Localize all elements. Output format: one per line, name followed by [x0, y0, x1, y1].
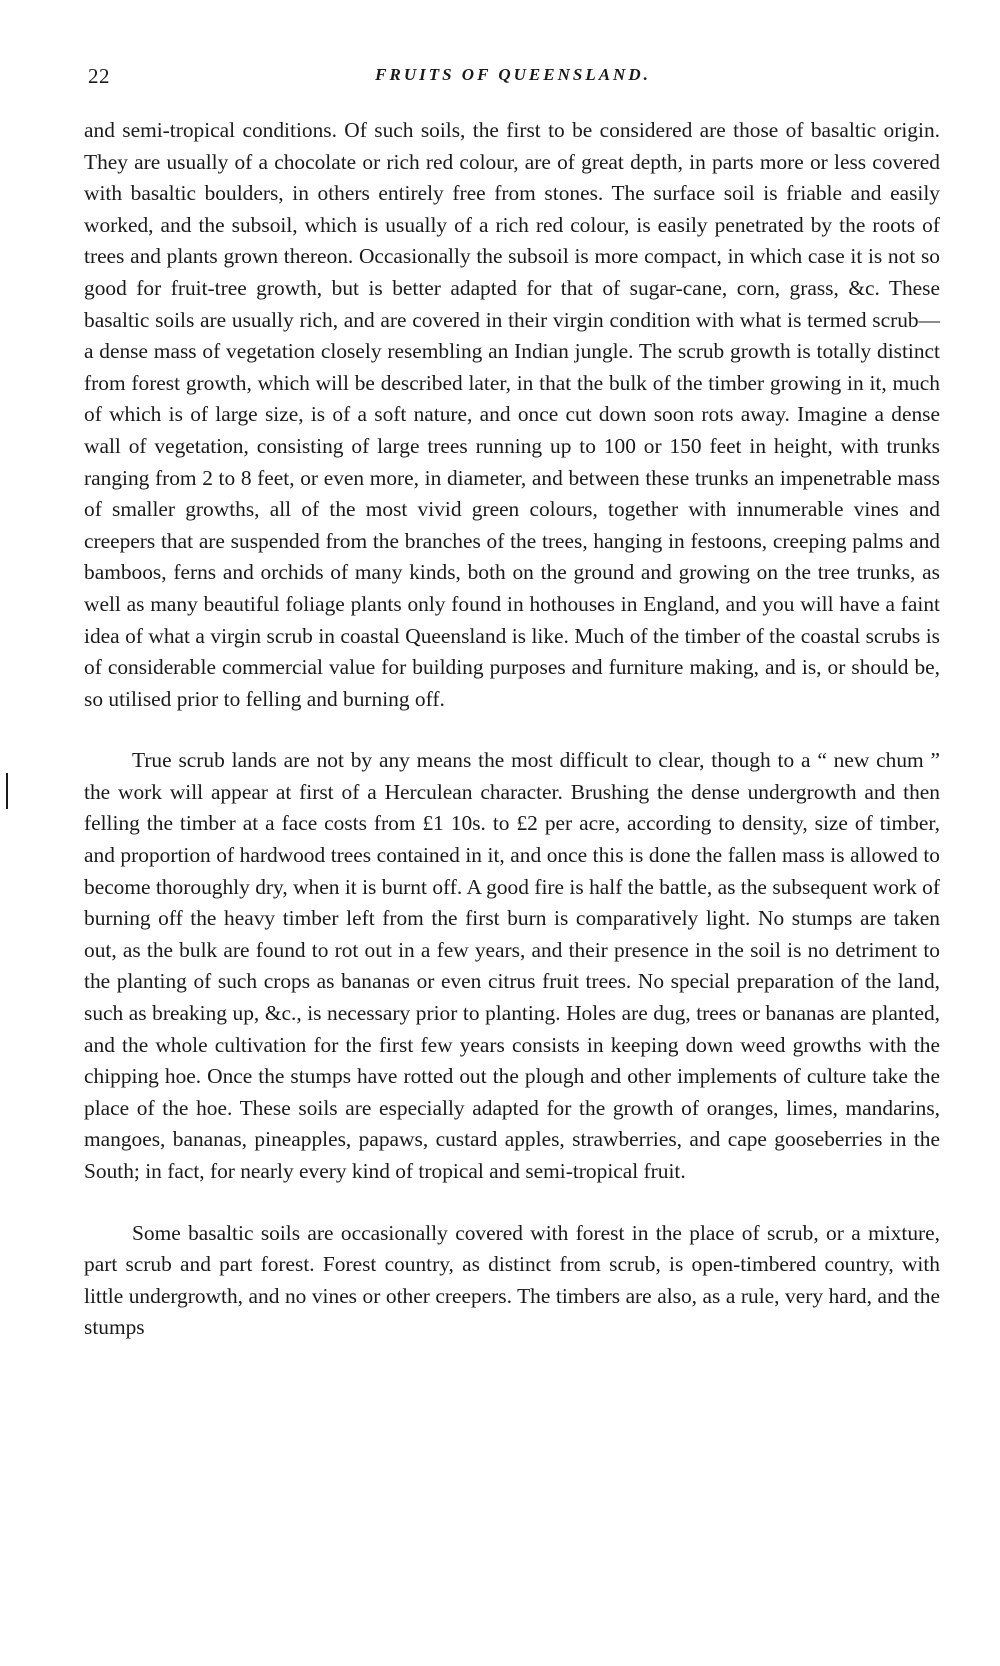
page-header: [84, 64, 942, 94]
paragraph-forest-country: Some basaltic soils are occasionally covered with forest in the place of scrub, or a mixture, part scrub and part forest. Forest country, as distinct from scrub, is open-timbered country, with little undergrowth, and no vines or other creepers. The timbers are also, as a rule, very hard, and the stumps: [84, 1220, 940, 1340]
paragraph-continued: and semi-tropical conditions. Of such soils, the first to be considered are those of basaltic origin. They are usually of a chocolate or rich red colour, are of great depth, in parts more or less covered with basaltic boulders, in others entirely free from stones. The surface soil is friable and easily worked, and the subsoil, which is usually of a rich red colour, is easily penetrated by the roots of trees and plants grown thereon. Occasionally the subsoil is more compact, in which case it is not so good for fruit-tree growth, but is better adapted for that of sugar-cane, corn, grass, &c. These basaltic soils are usually rich, and are covered in their virgin condition with what is termed scrub—a dense mass of vegetation closely resembling an Indian jungle. The scrub growth is totally distinct from forest growth, which will be described later, in that the bulk of the timber growing in it, much of which is of large size, is of a soft nature, and once cut down soon rots away. Imagine a dense wall of vegetation, consisting of large trees running up to 100 or 150 feet in height, with trunks ranging from 2 to 8 feet, or even more, in diameter, and between these trunks an impenetrable mass of smaller growths, all of the most vivid green colours, together with innumerable vines and creepers that are suspended from the branches of the trees, hanging in festoons, creeping palms and bamboos, ferns and orchids of many kinds, both on the ground and growing on the tree trunks, as well as many beautiful foliage plants only found in hothouses in England, and you will have a faint idea of what a virgin scrub in coastal Queensland is like. Much of the timber of the coastal scrubs is of considerable commercial value for building purposes and furniture making, and is, or should be, so utilised prior to felling and burning off.: [84, 118, 940, 711]
page-number: 22: [88, 64, 110, 88]
running-head: FRUITS OF QUEENSLAND.: [375, 65, 651, 84]
body-text: [84, 115, 940, 1344]
paragraph-scrub-lands: True scrub lands are not by any means the most difficult to clear, though to a “ new chum ” the work will appear at first of a Herculean character. Brushing the dense undergrowth and then felling the timber at a face costs from £1 10s. to £2 per acre, according to density, size of timber, and proportion of hardwood trees contained in it, and once this is done the fallen mass is allowed to become thoroughly dry, when it is burnt off. A good fire is half the battle, as the subsequent work of burning off the heavy timber left from the first burn is comparatively light. No stumps are taken out, as the bulk are found to rot out in a few years, and their presence in the soil is no detriment to the planting of such crops as bananas or even citrus fruit trees. No special preparation of the land, such as breaking up, &c., is necessary prior to planting. Holes are dug, trees or bananas are planted, and the whole cultivation for the first few years consists in keeping down weed growths with the chipping hoe. Once the stumps have rotted out the plough and other implements of culture take the place of the hoe. These soils are especially adapted for the growth of oranges, limes, mandarins, mangoes, bananas, pineapples, papaws, custard apples, strawberries, and cape gooseberries in the South; in fact, for nearly every kind of tropical and semi-tropical fruit.: [84, 748, 940, 1183]
margin-mark: [6, 773, 8, 809]
